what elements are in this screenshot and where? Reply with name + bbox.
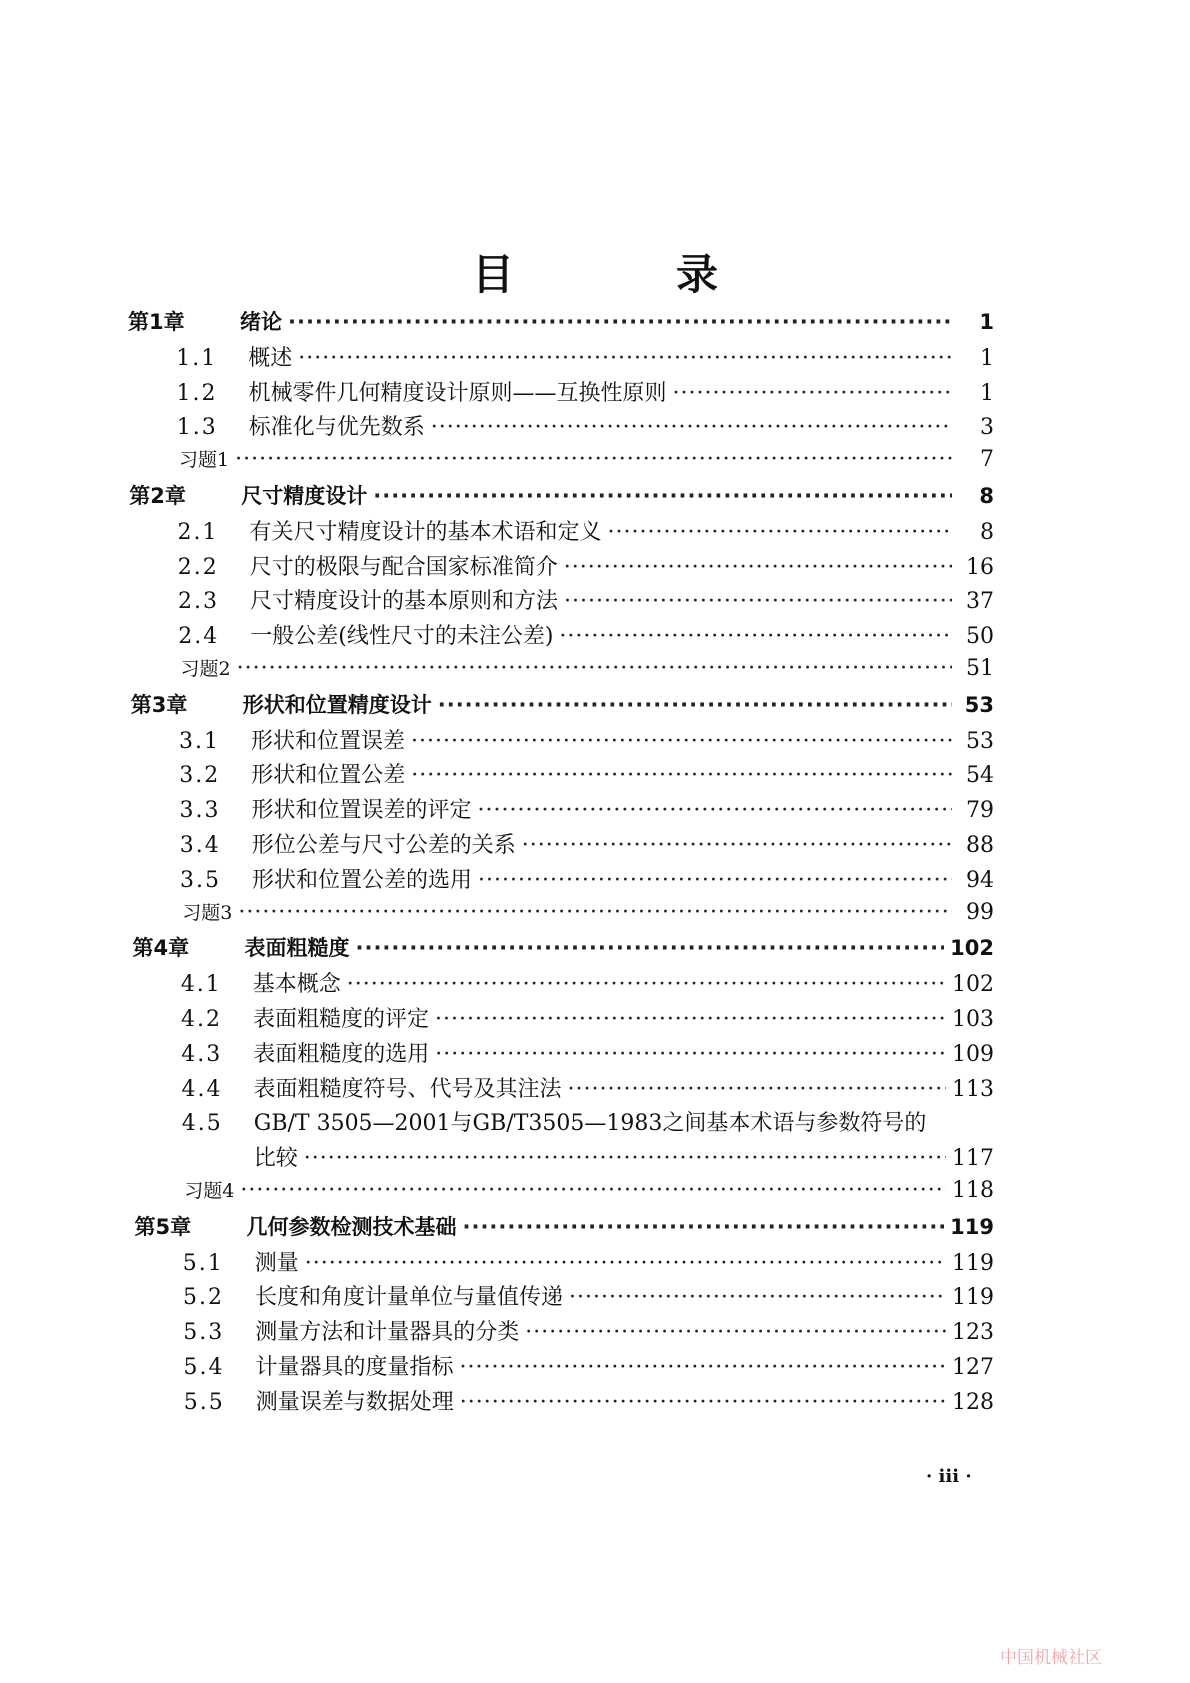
toc-entry-number: 第4章	[132, 936, 190, 961]
dot-leader	[559, 624, 952, 649]
toc-section-row[interactable]	[183, 1280, 994, 1312]
toc-page-number: 94	[966, 867, 994, 893]
dot-leader	[564, 589, 952, 614]
toc-page-number: 109	[952, 1041, 994, 1067]
dot-leader	[356, 936, 945, 960]
toc-entry-number: 第5章	[134, 1214, 192, 1239]
dot-leader	[460, 1390, 946, 1415]
toc-entry-title: 机械零件几何精度设计原则——互换性原则	[248, 380, 667, 406]
toc-page-number: 3	[980, 415, 994, 441]
toc-entry-number: 4.1	[180, 972, 222, 998]
dot-leader	[564, 555, 952, 580]
toc-section-row[interactable]	[178, 550, 994, 582]
toc-entry-title: 形状和位置误差的评定	[251, 798, 472, 824]
toc-page-number: 128	[952, 1389, 994, 1415]
watermark: 中国机械社区	[1000, 1648, 1102, 1668]
toc-page-number: 119	[950, 1214, 994, 1239]
toc-page-number: 103	[952, 1007, 994, 1032]
toc-section-row[interactable]	[182, 1072, 995, 1104]
toc-section-row[interactable]	[179, 724, 994, 756]
toc-entry-number: 第1章	[128, 310, 185, 334]
dot-leader	[411, 763, 952, 788]
dot-leader	[237, 656, 952, 681]
toc-page-number: 8	[980, 519, 994, 545]
toc-page-number: 79	[966, 798, 994, 824]
toc-section-row[interactable]	[180, 828, 994, 860]
dot-leader	[411, 729, 952, 754]
toc-entry-number: 3.4	[179, 833, 221, 858]
toc-entry-number: 2.3	[178, 589, 219, 615]
toc-entry-title: 有关尺寸精度设计的基本术语和定义	[249, 519, 602, 545]
toc-entry-title: 表面粗糙度的选用	[253, 1041, 430, 1067]
dot-leader	[373, 484, 952, 508]
toc-section-row[interactable]	[181, 1002, 994, 1034]
toc-section-row[interactable]	[177, 376, 995, 408]
toc-section-row[interactable]	[179, 758, 994, 790]
toc-page-number: 1	[980, 345, 994, 371]
toc-section-row[interactable]	[184, 1350, 995, 1382]
dot-leader	[478, 868, 952, 893]
toc-page-number: 118	[952, 1178, 994, 1203]
toc-entry-title: 形位公差与尺寸公差的关系	[251, 833, 516, 858]
toc-page-number: 1	[980, 380, 994, 406]
toc-entry-title: 基本概念	[252, 972, 341, 998]
toc-chapter-row[interactable]	[133, 932, 995, 964]
toc-entry-title: 形状和位置误差	[251, 728, 406, 754]
toc-entry-title: 几何参数检测技术基础	[246, 1214, 457, 1239]
toc-entry-number: 3.5	[180, 867, 221, 893]
toc-entry-title: 测量方法和计量器具的分类	[255, 1320, 520, 1346]
toc-page-number: 99	[966, 899, 994, 925]
toc-section-row[interactable]	[178, 619, 994, 651]
toc-entry-title: 形状和位置公差的选用	[252, 867, 473, 893]
toc-entry-number: 4.2	[181, 1007, 222, 1032]
toc-section-row[interactable]	[183, 1315, 994, 1347]
dot-leader	[460, 1355, 946, 1380]
toc-section-row[interactable]	[177, 410, 994, 442]
toc-page-number: 37	[966, 589, 994, 615]
toc-entry-number: 2.2	[177, 554, 219, 580]
toc-entry-title: 计量器具的度量指标	[255, 1355, 454, 1380]
toc-chapter-row[interactable]	[135, 1211, 995, 1243]
toc-entry-number: 5.4	[183, 1355, 225, 1380]
dot-leader	[298, 346, 952, 371]
toc-entry-title: 形状和位置公差	[251, 763, 406, 789]
toc-section-row[interactable]	[184, 1385, 994, 1417]
dot-leader	[304, 1146, 946, 1171]
toc-section-row[interactable]	[183, 1246, 994, 1278]
toc-section-row[interactable]	[182, 1106, 994, 1138]
toc-page-number: 119	[952, 1285, 994, 1311]
dot-leader	[288, 310, 952, 334]
toc-entry-title: 概述	[248, 345, 293, 371]
toc-page-number: 53	[964, 692, 994, 717]
toc-page-number: 102	[952, 972, 994, 998]
page-folio: · iii ·	[926, 1466, 972, 1487]
toc-exercise-row[interactable]	[184, 1176, 994, 1208]
toc-entry-number: 1.3	[176, 415, 218, 441]
dot-leader	[525, 1320, 946, 1345]
toc-entry-title: 习题4	[184, 1180, 235, 1202]
dot-leader	[238, 900, 952, 925]
toc-entry-title: GB/T 3505—2001与GB/T3505—1983之间基本术语与参数符号的	[253, 1111, 927, 1137]
toc-entry-number: 4.4	[181, 1076, 223, 1102]
toc-page-number: 119	[952, 1250, 994, 1276]
toc-chapter-row[interactable]	[131, 689, 994, 721]
dot-leader	[347, 972, 946, 997]
toc-entry-number: 1.2	[176, 380, 218, 406]
toc-page-number: 53	[966, 728, 994, 754]
toc-entry-number: 2.4	[178, 624, 220, 650]
dot-leader	[522, 833, 952, 858]
toc-entry-title: 习题2	[180, 658, 231, 680]
toc-entry-number: 5.3	[183, 1320, 225, 1346]
toc-entry-title: 测量误差与数据处理	[255, 1389, 454, 1415]
toc-page-number: 50	[966, 624, 994, 650]
dot-leader	[568, 1077, 946, 1102]
toc-entry-title: 尺寸精度设计	[241, 484, 368, 508]
toc-section-row[interactable]	[178, 515, 995, 547]
toc-page-number: 16	[966, 554, 994, 580]
toc-exercise-row[interactable]	[181, 654, 995, 686]
toc-entry-number: 2.1	[177, 519, 219, 545]
toc-entry-title: 绪论	[240, 310, 282, 334]
dot-leader	[608, 520, 952, 545]
toc-section-row[interactable]	[176, 341, 994, 373]
toc-entry-number: 4.3	[181, 1041, 223, 1067]
dot-leader	[673, 381, 952, 406]
toc-entry-number: 5.1	[182, 1250, 224, 1276]
toc-entry-number: 4.5	[181, 1111, 223, 1137]
toc-section-row-continued[interactable]	[254, 1141, 994, 1173]
toc-entry-number: 5.2	[183, 1285, 224, 1311]
toc-chapter-row[interactable]	[128, 306, 994, 338]
toc-page-number: 88	[966, 833, 994, 858]
toc-entry-number: 第3章	[130, 692, 188, 717]
toc-entry-title: 长度和角度计量单位与量值传递	[255, 1285, 564, 1311]
toc-page-number: 8	[979, 484, 994, 508]
toc-exercise-row[interactable]	[182, 898, 994, 930]
toc-section-row[interactable]	[180, 863, 994, 895]
dot-leader	[463, 1215, 945, 1239]
toc-entry-number: 1.1	[176, 345, 218, 371]
toc-entry-title-continued: 比较	[253, 1146, 298, 1172]
toc-entry-title: 测量	[254, 1250, 299, 1276]
toc-page-number: 113	[952, 1076, 994, 1102]
toc-entry-title: 尺寸的极限与配合国家标准简介	[249, 554, 558, 580]
toc-entry-title: 表面粗糙度符号、代号及其注法	[253, 1076, 562, 1102]
toc-entry-number: 第2章	[129, 484, 186, 508]
page-title: 目 录	[471, 250, 778, 299]
toc-page-number: 117	[952, 1146, 994, 1172]
toc-entry-number: 3.1	[179, 728, 220, 754]
dot-leader	[240, 1178, 946, 1203]
toc-exercise-row[interactable]	[179, 445, 994, 477]
toc-page-number: 127	[952, 1355, 994, 1380]
toc-entry-number: 3.2	[179, 763, 221, 789]
toc-section-row[interactable]	[181, 967, 994, 999]
toc-entry-title: 形状和位置精度设计	[242, 692, 432, 717]
toc-page-number: 1	[979, 310, 994, 334]
toc-entry-title: 尺寸精度设计的基本原则和方法	[250, 589, 559, 615]
dot-leader	[569, 1285, 946, 1310]
toc-page-number: 102	[950, 936, 994, 961]
toc-section-row[interactable]	[178, 584, 994, 616]
dot-leader	[435, 1007, 946, 1032]
toc-chapter-row[interactable]	[129, 480, 994, 512]
toc-page-number: 7	[980, 447, 994, 473]
toc-section-row[interactable]	[181, 1037, 994, 1069]
toc-entry-title: 表面粗糙度的评定	[253, 1007, 430, 1032]
toc-entry-number: 5.5	[183, 1389, 225, 1415]
toc-section-row[interactable]	[180, 793, 995, 825]
dot-leader	[435, 1042, 946, 1067]
dot-leader	[305, 1251, 946, 1276]
toc-page-number: 54	[966, 763, 994, 789]
toc-entry-title: 标准化与优先数系	[248, 415, 425, 441]
toc-entry-title: 一般公差(线性尺寸的未注公差)	[250, 624, 554, 650]
dot-leader	[431, 415, 952, 440]
toc-page-number: 123	[952, 1320, 994, 1346]
toc-page-number: 51	[966, 656, 994, 681]
dot-leader	[235, 447, 952, 472]
toc-entry-title: 习题3	[182, 901, 233, 924]
dot-leader	[478, 798, 952, 823]
toc-entry-number: 3.3	[179, 798, 221, 824]
dot-leader	[438, 693, 952, 717]
toc-entry-title: 习题1	[179, 449, 230, 472]
toc-entry-title: 表面粗糙度	[244, 936, 350, 961]
